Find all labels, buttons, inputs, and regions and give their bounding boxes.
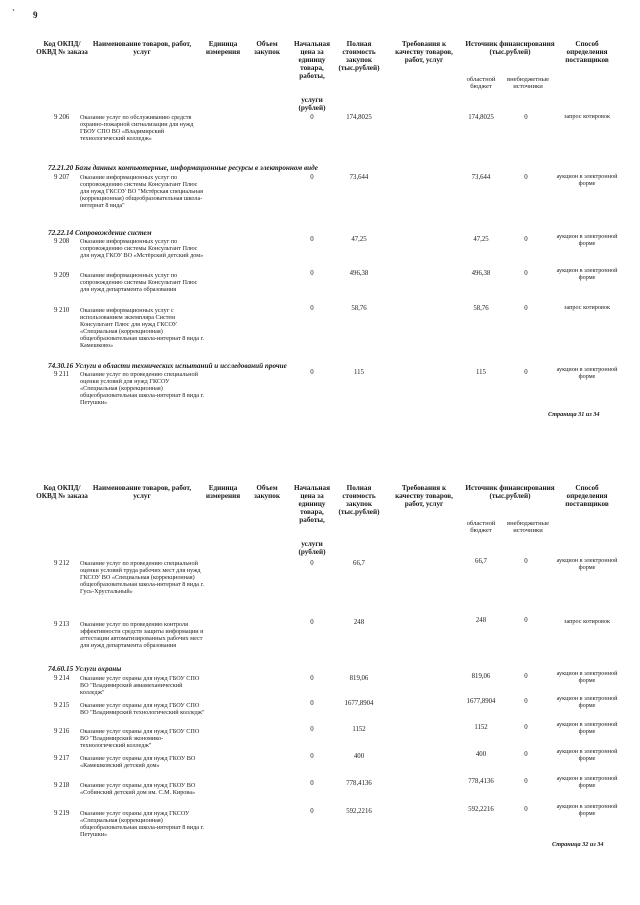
row-regional: 1677,8904 — [466, 698, 496, 705]
header-price: Начальная цена за единицу товара, работы, — [293, 484, 331, 525]
row-total: 1677,8904 — [344, 700, 374, 707]
header-code: Код ОКПД/ ОКВД № заказа — [36, 484, 88, 501]
corner-mark: 9 — [33, 10, 38, 20]
row-total: 174,8025 — [346, 114, 372, 121]
row-price: 0 — [310, 560, 314, 567]
row-number: 9 208 — [54, 238, 70, 245]
row-description: Оказание услуг охраны для нужд ГКОУ ВО «Камешковский детский дом» — [80, 755, 196, 769]
row-description: Оказание услуг охраны для нужд ГКОУ ВО «Собинский детский дом им. С.М. Кирова» — [80, 782, 196, 796]
row-price: 0 — [310, 369, 314, 376]
header-unit: Единица измерения — [205, 40, 241, 57]
row-description: Оказание информационных услуг с использованием экземпляра Систем Консультант Плюс для нужд ГКСОУ «Специальная (коррекционная) общеобразовательная школа-интернат 8 вида г. Камешково» — [80, 307, 204, 349]
row-price: 0 — [310, 726, 314, 733]
row-number: 9 217 — [54, 755, 70, 762]
header-price-services: услуги (рублей) — [298, 540, 326, 557]
row-description: Оказание услуг охраны для нужд ГБОУ СПО ВО "Владимирский технологический колледж" — [80, 702, 205, 716]
row-regional: 592,2216 — [468, 806, 494, 813]
section-heading: 72.22.14 Сопровождение систем — [48, 229, 152, 237]
row-number: 9 212 — [54, 560, 70, 567]
row-method: аукцион в электронной форме — [556, 267, 618, 281]
row-method: аукцион в электронной форме — [556, 670, 618, 684]
row-total: 66,7 — [353, 560, 365, 567]
row-extra: 0 — [524, 174, 528, 181]
row-number: 9 209 — [54, 272, 70, 279]
header-source-regional: областной бюджет — [466, 520, 496, 535]
row-total: 115 — [354, 369, 364, 376]
row-regional: 778,4136 — [468, 778, 494, 785]
header-source: Источник финансирования (тыс.рублей) — [465, 40, 555, 57]
row-method: запрос котировок — [564, 113, 610, 120]
row-description: Оказание услуг по проведению специальной оценки условий труда рабочих мест для нужд ГКСОУ ВО «Специальная (коррекционная) общеобразовательная школа-интернат 8 вида г. Гусь-Хрустальный» — [80, 560, 204, 595]
row-description: Оказание услуг охраны для нужд ГБОУ СПО ВО "Владимирский экономико-технологический колледж" — [80, 728, 200, 749]
row-method: аукцион в электронной форме — [556, 233, 618, 247]
row-total: 248 — [353, 619, 365, 626]
row-description: Оказание услуг по проведению специальной оценки условий для нужд ГКСОУ «Специальная (коррекционная) общеобразовательная школа-интернат 8 вида г. Петушки» — [80, 371, 204, 406]
row-total: 778,4136 — [346, 780, 372, 787]
row-number: 9 216 — [54, 728, 70, 735]
header-requirements: Требования к качеству товаров, работ, услуг — [395, 484, 453, 509]
row-extra: 0 — [524, 114, 528, 121]
row-total: 592,2216 — [346, 808, 372, 815]
row-regional: 47,25 — [473, 236, 489, 243]
row-total: 819,06 — [349, 675, 369, 682]
row-extra: 0 — [524, 617, 528, 624]
row-total: 73,644 — [349, 174, 369, 181]
row-number: 9 218 — [54, 782, 70, 789]
section-heading: 72.21.20 Базы данных компьютерные, информационные ресурсы в электронном виде — [48, 164, 318, 172]
row-extra: 0 — [524, 751, 528, 758]
header-volume: Объем закупок — [254, 40, 280, 57]
row-description: Оказание услуг по обслуживанию средств охранно-пожарной сигнализации для нужд ГБОУ СПО ВО «Владимирский технологический колледж» — [80, 114, 194, 142]
row-extra: 0 — [524, 369, 528, 376]
row-total: 58,76 — [351, 305, 367, 312]
row-number: 9 219 — [54, 810, 70, 817]
row-extra: 0 — [524, 236, 528, 243]
row-number: 9 213 — [54, 621, 70, 628]
header-source-extra: внебюджетные источники — [506, 76, 550, 91]
row-extra: 0 — [524, 270, 528, 277]
header-price: Начальная цена за единицу товара, работы, — [293, 40, 331, 81]
header-code: Код ОКПД/ ОКВД № заказа — [36, 40, 88, 57]
row-total: 47,25 — [351, 236, 367, 243]
row-regional: 248 — [475, 617, 487, 624]
row-price: 0 — [310, 114, 314, 121]
row-extra: 0 — [524, 305, 528, 312]
row-method: запрос котировок — [564, 618, 610, 625]
row-method: аукцион в электронной форме — [556, 803, 618, 817]
row-method: запрос котировок — [564, 304, 610, 311]
row-number: 9 207 — [54, 174, 70, 181]
row-regional: 1152 — [474, 724, 488, 731]
row-description: Оказание услуг по проведению контроля эффективности средств защиты информации и аттестации автоматизированных рабочих мест для нужд департамента образования — [80, 621, 204, 649]
row-regional: 174,8025 — [468, 114, 494, 121]
header-total: Полная стоимость закупок (тыс.рублей) — [338, 40, 380, 73]
row-price: 0 — [310, 808, 314, 815]
header-name: Наименование товаров, работ, услуг — [92, 40, 192, 57]
row-description: Оказание информационных услуг по сопровождению системы Консультант Плюс для нужд департамента образования — [80, 272, 198, 293]
row-method: аукцион в электронной форме — [556, 721, 618, 735]
row-extra: 0 — [524, 698, 528, 705]
header-method: Способ определения поставщиков — [565, 40, 609, 65]
row-regional: 73,644 — [471, 174, 491, 181]
row-price: 0 — [310, 236, 314, 243]
header-method: Способ определения поставщиков — [565, 484, 609, 509]
row-description: Оказание услуг охраны для нужд ГБОУ СПО ВО "Владимирский авиамеханический колледж" — [80, 675, 200, 696]
header-total: Полная стоимость закупок (тыс.рублей) — [338, 484, 380, 517]
row-number: 9 211 — [54, 371, 70, 378]
row-extra: 0 — [524, 558, 528, 565]
corner-mark: ` — [12, 8, 15, 18]
row-regional: 496,38 — [471, 270, 491, 277]
section-heading: 74.60.15 Услуги охраны — [48, 665, 122, 673]
row-method: аукцион в электронной форме — [556, 173, 618, 187]
row-extra: 0 — [524, 724, 528, 731]
header-unit: Единица измерения — [205, 484, 241, 501]
header-source-extra: внебюджетные источники — [506, 520, 550, 535]
row-description: Оказание услуг охраны для нужд ГКСОУ «Специальная (коррекционная) общеобразовательная школа-интернат 8 вида г. Петушки» — [80, 810, 204, 838]
row-number: 9 210 — [54, 307, 70, 314]
row-price: 0 — [310, 675, 314, 682]
header-name: Наименование товаров, работ, услуг — [92, 484, 192, 501]
row-regional: 58,76 — [473, 305, 489, 312]
row-total: 496,38 — [349, 270, 369, 277]
section-heading: 74.30.16 Услуги в области технических испытаний и исследований прочие — [48, 362, 287, 370]
row-regional: 115 — [476, 369, 486, 376]
page-footer: Страница 31 из 34 — [548, 411, 600, 418]
header-source-regional: областной бюджет — [466, 76, 496, 91]
header-volume: Объем закупок — [254, 484, 280, 501]
row-price: 0 — [310, 619, 314, 626]
row-total: 1152 — [352, 726, 366, 733]
header-requirements: Требования к качеству товаров, работ, услуг — [395, 40, 453, 65]
row-number: 9 215 — [54, 702, 70, 709]
row-extra: 0 — [524, 778, 528, 785]
row-total: 400 — [353, 753, 365, 760]
row-description: Оказание информационных услуг по сопровождению системы Консультант Плюс для нужд ГКСОУ ВО "Мстёрская специальная (коррекционная) общеобразовательная школа-интернат 8 вида" — [80, 174, 203, 209]
row-method: аукцион в электронной форме — [556, 366, 618, 380]
row-extra: 0 — [524, 673, 528, 680]
header-source: Источник финансирования (тыс.рублей) — [465, 484, 555, 501]
row-price: 0 — [310, 305, 314, 312]
row-method: аукцион в электронной форме — [556, 775, 618, 789]
row-price: 0 — [310, 780, 314, 787]
row-regional: 819,06 — [471, 673, 491, 680]
row-method: аукцион в электронной форме — [556, 748, 618, 762]
row-method: аукцион в электронной форме — [556, 557, 618, 571]
row-price: 0 — [310, 270, 314, 277]
row-extra: 0 — [524, 806, 528, 813]
page-footer: Страница 32 из 34 — [552, 841, 604, 848]
row-number: 9 206 — [54, 114, 70, 121]
row-price: 0 — [310, 700, 314, 707]
row-regional: 66,7 — [475, 558, 487, 565]
row-number: 9 214 — [54, 675, 70, 682]
header-price-services: услуги (рублей) — [298, 96, 326, 113]
row-method: аукцион в электронной форме — [556, 695, 618, 709]
row-price: 0 — [310, 753, 314, 760]
row-price: 0 — [310, 174, 314, 181]
row-regional: 400 — [475, 751, 487, 758]
row-description: Оказание информационных услуг по сопровождению системы Консультант Плюс для нужд ГКОУ ВО «Мстёрский детский дом» — [80, 238, 204, 259]
